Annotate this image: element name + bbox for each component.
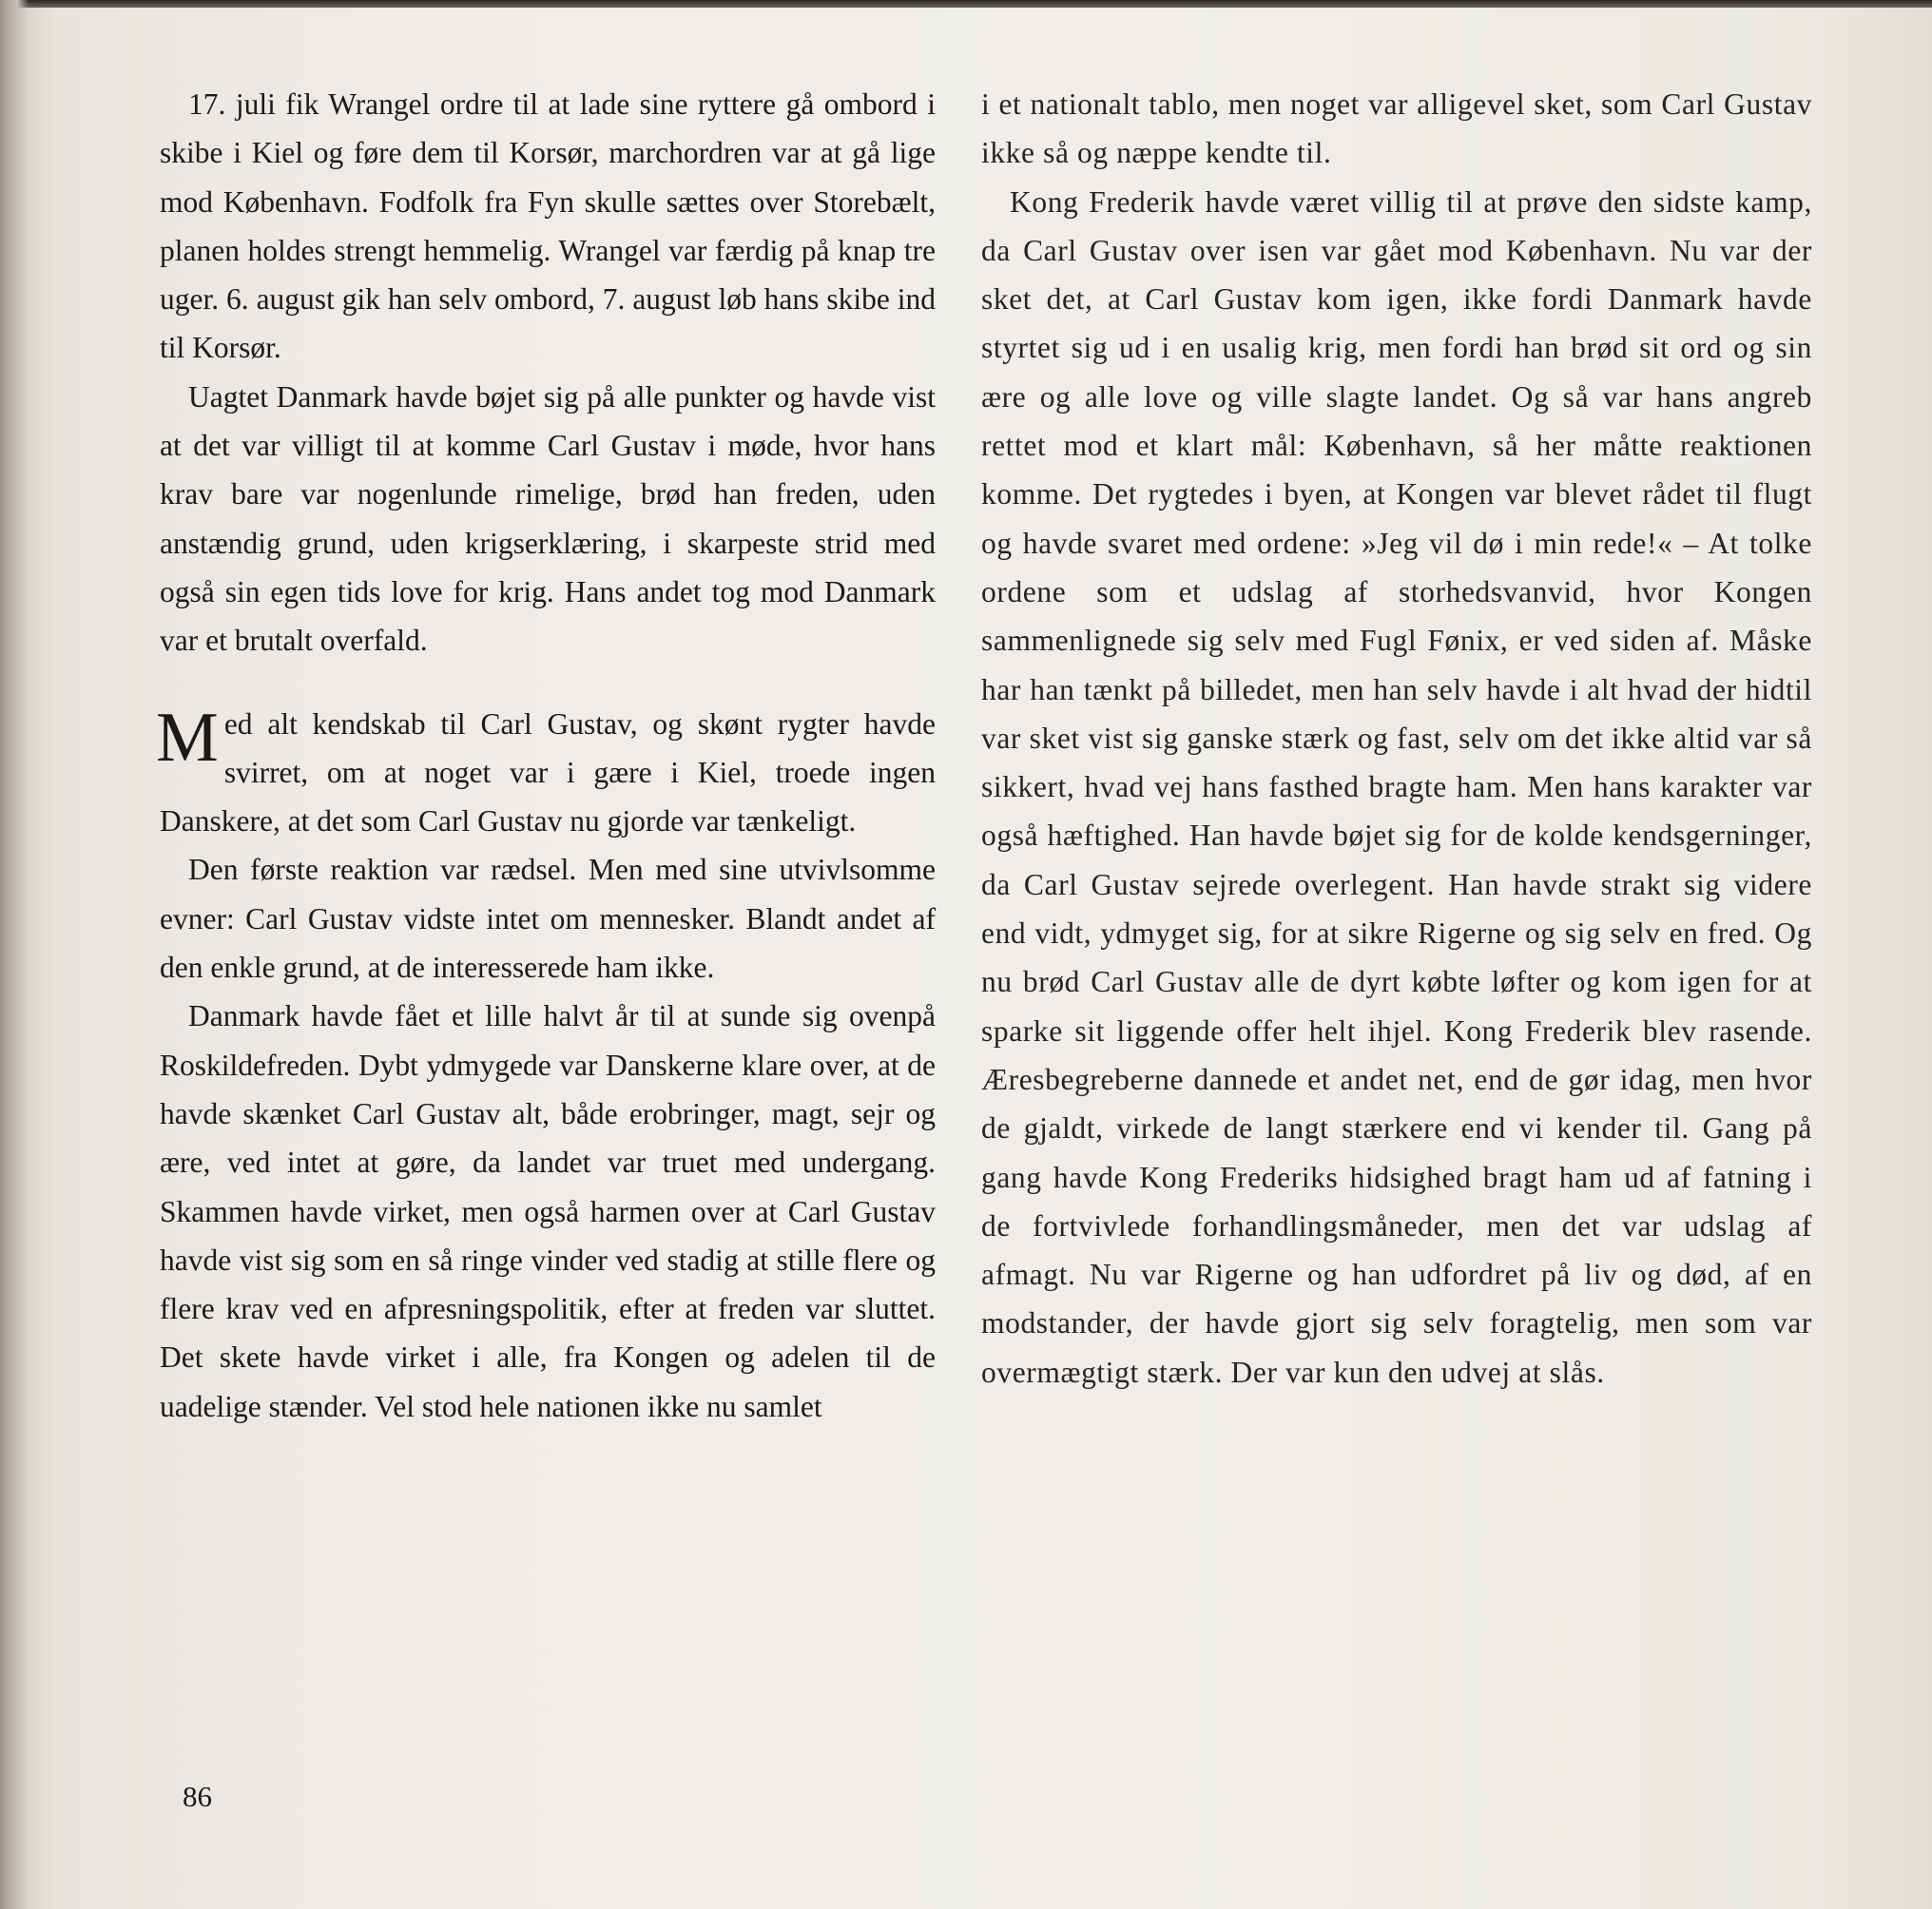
- book-binding-edge: [0, 0, 29, 1909]
- paragraph: Uagtet Danmark havde bøjet sig på alle punkter og havde vist at det var villigt til at komme Carl Gustav i møde, hvor hans krav bare var nogenlunde rimelige, brød han freden, uden anstændig grund, uden krigserklæring, i skarpeste strid med også sin egen tids love for krig. Hans andet tog mod Danmark var et brutalt overfald.: [160, 379, 936, 658]
- scan-top-edge: [0, 0, 1932, 8]
- paragraph: Kong Frederik havde været villig til at prøve den sidste kamp, da Carl Gustav over isen var gået mod København. Nu var der sket det, at Carl Gustav kom igen, ikke fordi Danmark havde styrtet sig ud i en usalig krig, men fordi han brød sit ord og sin ære og alle love og ville slagte landet. Og så var hans angreb rettet mod et klart mål: København, så her måtte reaktionen komme. Det rygtedes i byen, at Kongen var blevet rådet til flugt og havde svaret med ordene: »Jeg vil dø i min rede!« – At tolke ordene som et udslag af storhedsvanvid, hvor Kongen sammenlignede sig selv med Fugl Fønix, er ved siden af. Måske har han tænkt på billedet, men han selv havde i alt hvad der hidtil var sket vist sig ganske stærk og fast, selv om det ikke altid var så sikkert, hvad vej hans fasthed bragte ham. Men hans karakter var også hæftighed. Han havde bøjet sig for de kolde kendsgerninger, da Carl Gustav sejrede overlegent. Han havde strakt sig videre end vidt, ydmyget sig, for at sikre Rigerne og sig selv en fred. Og nu brød Carl Gustav alle de dyrt købte løfter og kom igen for at sparke sit liggende offer helt ihjel. Kong Frederik blev rasende. Æresbegreberne dannede et andet net, end de gør idag, men hvor de gjaldt, virkede de langt stærkere end vi kender til. Gang på gang havde Kong Frederiks hidsighed bragt ham ud af fatning i de fortvivlede forhandlingsmåneder, men det var udslag af afmagt. Nu var Rigerne og han udfordret på liv og død, af en modstander, der havde gjort sig selv foragtelig, men som var overmægtigt stærk. Der var kun den udvej at slås.: [981, 184, 1812, 1389]
- paragraph: Danmark havde fået et lille halvt år til at sunde sig ovenpå Roskildefreden. Dybt ydmygede var Danskerne klare over, at de havde skænket Carl Gustav alt, både erobringer, magt, sejr og ære, ved intet at gøre, da landet var truet med undergang. Skammen havde virket, men også harmen over at Carl Gustav havde vist sig som en så ringe vinder ved stadig at stille flere og flere krav ved en afpresningspolitik, efter at freden var sluttet. Det skete havde virket i alle, fra Kongen og adelen til de uadelige stænder. Vel stod hele nationen ikke nu samlet: [160, 999, 936, 1423]
- paragraph: 17. juli fik Wrangel ordre til at lade sine ryttere gå ombord i skibe i Kiel og føre dem til Korsør, marchordren var at gå lige mod København. Fodfolk fra Fyn skulle sættes over Storebælt, planen holdes strengt hemmelig. Wrangel var færdig på knap tre uger. 6. august gik han selv ombord, 7. august løb hans skibe ind til Korsør.: [160, 87, 936, 365]
- paragraph-text: ed alt kendskab til Carl Gustav, og skønt rygter havde svirret, om at noget var i gære i Kiel, troede ingen Danskere, at det som Carl Gustav nu gjorde var tænkeligt.: [160, 706, 936, 839]
- left-text-column: [156, 80, 936, 1431]
- section-break: [160, 665, 936, 700]
- right-text-column: [981, 80, 1812, 1397]
- drop-cap: M: [156, 698, 219, 777]
- paragraph-with-dropcap: [156, 698, 936, 846]
- paragraph: Den første reaktion var rædsel. Men med sine utvivlsomme evner: Carl Gustav vidste intet om mennesker. Blandt andet af den enkle grund, at de interesserede ham ikke.: [160, 853, 936, 985]
- paragraph: i et nationalt tablo, men noget var alligevel sket, som Carl Gustav ikke så og næppe kendte til.: [981, 87, 1812, 170]
- page-number: 86: [183, 1780, 212, 1813]
